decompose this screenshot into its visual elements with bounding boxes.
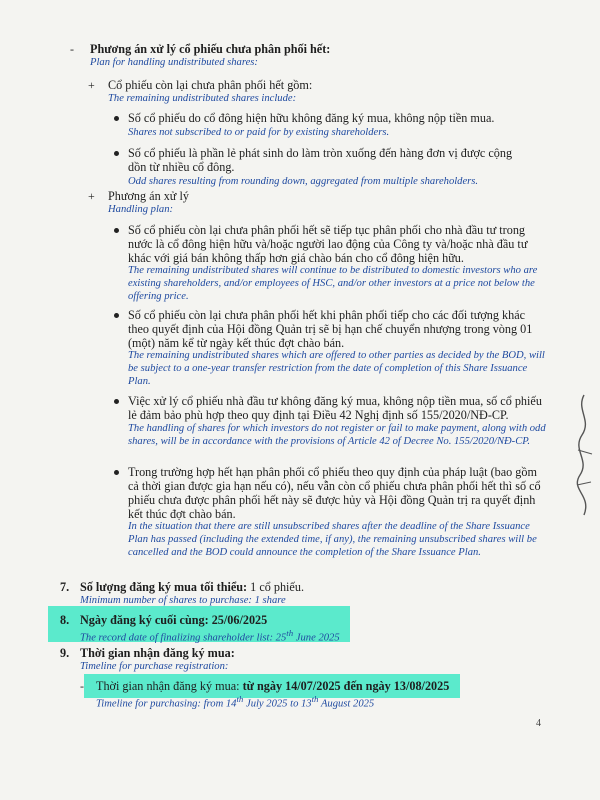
section-7-number: 7. — [60, 580, 70, 594]
section-7-heading — [80, 580, 540, 594]
plan-title-en: Handling plan: — [108, 204, 174, 215]
handling-title-en: Plan for handling undistributed shares: — [90, 57, 258, 68]
bullet-dot — [114, 399, 119, 404]
plan-item-1: Số cổ phiếu còn lại chưa phân phối hết sẽ tiếp tục phân phối cho nhà đầu tư trong nước là cổ đông hiện hữu và/hoặc người lao động của Công ty và/hoặc nhà đầu tư khác với giá bán không thấp hơn giá chào bán cho cổ đông hiện hữu. — [128, 223, 528, 265]
remaining-title: Cổ phiếu còn lại chưa phân phối hết gồm: — [108, 78, 313, 92]
page-number: 4 — [536, 718, 541, 729]
bullet-dot — [114, 228, 119, 233]
remaining-item-2: Số cổ phiếu là phần lẻ phát sinh do làm tròn xuống đến hàng đơn vị được cộng dồn từ nhiều cổ đông. — [128, 146, 513, 174]
dash-marker: - — [70, 42, 74, 56]
bullet-dot — [114, 151, 119, 156]
remaining-item-2-en: Odd shares resulting from rounding down, aggregated from multiple shareholders. — [128, 176, 479, 187]
section-8-title: Ngày đăng ký cuối cùng: 25/06/2025 — [80, 613, 268, 627]
handling-title: Phương án xử lý cổ phiếu chưa phân phối hết: — [90, 42, 331, 56]
section-9-sub-en-c: August 2025 — [318, 698, 375, 710]
section-9-title: Thời gian nhận đăng ký mua: — [80, 646, 235, 660]
section-8-number: 8. — [60, 613, 70, 627]
section-9-sub-label: Thời gian nhận đăng ký mua: — [96, 679, 243, 693]
section-8-en-sup: th — [286, 628, 294, 638]
section-8-en-month: June 2025 — [293, 632, 340, 644]
section-8-en — [80, 627, 520, 645]
remaining-item-1-en: Shares not subscribed to or paid for by existing shareholders. — [128, 127, 390, 138]
plan-title: Phương án xử lý — [108, 189, 189, 203]
plan-item-1-en: The remaining undistributed shares will continue to be distributed to domestic investors who are existing shareholders, and/or employees of HSC, and/or other investors at a price not below the offering price. — [128, 265, 538, 302]
section-9-sub-en-a: Timeline for purchasing: from 14 — [96, 698, 237, 710]
section-9-subitem — [96, 679, 496, 693]
section-9-sub-en-sup1: th — [236, 694, 244, 704]
section-9-en: Timeline for purchase registration: — [80, 661, 229, 672]
section-7-value: 1 cổ phiếu. — [247, 580, 304, 594]
section-9-sub-en — [96, 693, 516, 711]
section-7-title: Số lượng đăng ký mua tối thiểu: — [80, 580, 248, 594]
bullet-dot — [114, 313, 119, 318]
plus-marker: + — [88, 78, 95, 92]
remaining-title-en: The remaining undistributed shares include: — [108, 93, 297, 104]
section-9-sub-en-b: July 2025 to 13 — [243, 698, 312, 710]
bullet-dot — [114, 470, 119, 475]
section-7-en: Minimum number of shares to purchase: 1 share — [80, 595, 286, 606]
plan-item-4: Trong trường hợp hết hạn phân phối cổ phiếu theo quy định của pháp luật (bao gồm cả thời gian được gia hạn nếu có), nếu vẫn còn cổ phiếu chưa phân phối hết thì số cổ phiếu chưa được phân phối hết này sẽ được hủy và Hội đồng Quản trị ra quyết định kết thúc đợt chào bán. — [128, 465, 541, 521]
section-9-sub-en-sup2: th — [311, 694, 319, 704]
margin-signature-icon — [572, 390, 598, 520]
plan-item-3: Việc xử lý cổ phiếu nhà đầu tư không đăng ký mua, không nộp tiền mua, số cổ phiếu lẻ đảm bảo phù hợp theo quy định tại Điều 42 Nghị định số 155/2020/NĐ-CP. — [128, 394, 542, 422]
plan-item-3-en: The handling of shares for which investors do not register or fail to make payment, along with odd shares, will be in accordance with the provisions of Article 42 of Decree No. 155/2020/NĐ-CP. — [128, 423, 546, 447]
plan-item-2-en: The remaining undistributed shares which are offered to other parties as decided by the BOD, will be subject to a one-year transfer restriction from the date of completion of this Share Issuance Plan. — [128, 350, 545, 387]
plan-item-4-en: In the situation that there are still unsubscribed shares after the deadline of the Share Issuance Plan has passed (including the extended time, if any), the remaining unsubscribed shares will be cancelled and the BOD could announce the completion of the Share Issuance Plan. — [128, 521, 537, 558]
section-8-en-text: The record date of finalizing shareholder list: 25 — [80, 632, 287, 644]
plan-item-2: Số cổ phiếu còn lại chưa phân phối hết khi phân phối tiếp cho các đối tượng khác theo quyết định của Hội đồng Quản trị sẽ bị hạn chế chuyển nhượng trong vòng 01 (một) năm kể từ ngày kết thúc đợt chào bán. — [128, 308, 533, 350]
dash-marker: - — [80, 679, 84, 693]
bullet-dot — [114, 116, 119, 121]
section-9-sub-dates: từ ngày 14/07/2025 đến ngày 13/08/2025 — [242, 679, 450, 693]
remaining-item-1: Số cổ phiếu do cổ đông hiện hữu không đăng ký mua, không nộp tiền mua. — [128, 111, 495, 125]
plus-marker: + — [88, 189, 95, 203]
section-9-number: 9. — [60, 646, 70, 660]
